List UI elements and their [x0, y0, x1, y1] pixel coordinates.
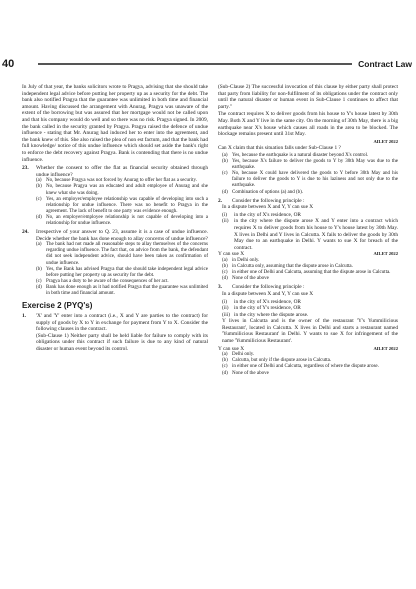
- exercise-question-2: [218, 198, 398, 205]
- option-label: (d): [222, 276, 228, 282]
- option-text: Bank has done enough as it had notified Pragya that the guarantee was unlimited in both time and financial amount.: [46, 284, 208, 296]
- option-label: (c): [222, 364, 228, 370]
- option: [36, 285, 208, 297]
- page-number: 40: [0, 56, 38, 72]
- question-number: 3.: [218, 284, 223, 291]
- statement: [218, 212, 398, 219]
- option-label: (c): [222, 171, 228, 177]
- option-text: Calcutta, but only if the dispute arose in Calcutta.: [232, 358, 332, 364]
- exercise-heading: Exercise 2 (PYQ's): [22, 301, 93, 311]
- question-24: [22, 229, 208, 242]
- option-text: Yes, because X's failure to deliver the goods to Y by 30th May was due to the earthquake.: [232, 159, 398, 171]
- option-text: Combination of options (a) and (b).: [232, 189, 304, 195]
- statement: [218, 305, 398, 312]
- option-label: (a): [222, 257, 228, 263]
- statement: [218, 218, 398, 251]
- left-column: [22, 84, 208, 354]
- question-3-options: [218, 352, 398, 376]
- option: [222, 190, 398, 196]
- sub-clause-2: (Sub-Clause 2) The successful invocation of this clause by either party shall protect that party from liability for non-fulfilment of its obligations under the contract only until the natural disaster or human event in Sub-Clause 1 continues to affect that party.": [218, 84, 398, 110]
- option: [222, 371, 398, 377]
- option-text: in Delhi only.: [232, 257, 260, 263]
- exercise-question-3: [218, 284, 398, 291]
- option-label: (d): [36, 214, 42, 220]
- option: [222, 276, 398, 282]
- statement-label: (i): [222, 298, 228, 305]
- option-text: No, an employer/employee relationship is not capable of developing into a relationship for undue influence.: [46, 214, 208, 226]
- option-label: (a): [222, 352, 228, 358]
- statement-text: in the city of Y's residence, OR: [234, 305, 301, 312]
- option-label: (d): [222, 370, 228, 376]
- statement-text: in the city where the dispute arose X and Y enter into a contract which requires X to deliver goods from his house to Y's house latest by 30th May. X lives in Delhi and Y lives in Calcutta. X fails to deliver the goods by 30th May due to an earthquake in Delhi. Y wants to sue X for breach of the contract.: [234, 218, 398, 251]
- question-2-options: [218, 258, 398, 282]
- option-text: Delhi only.: [232, 352, 255, 358]
- option-label: (a): [36, 178, 42, 184]
- question-23-options: [22, 178, 208, 227]
- question-text: Consider the following principle :: [232, 197, 305, 204]
- page-header: [0, 56, 416, 72]
- option-label: (c): [222, 270, 228, 276]
- option-text: in Calcutta only, assuming that the dispute arose in Calcutta.: [232, 264, 353, 270]
- option-text: No, because Pragya was an educated and adult employee of Anurag and she knew what she was doing.: [46, 184, 208, 196]
- question-prompt: Can X claim that this situation falls under Sub-Clause 1 ?: [218, 145, 341, 152]
- principle-text: In a dispute between X and Y, Y can sue X: [222, 204, 314, 211]
- running-title: Contract Law: [352, 56, 416, 72]
- option-text: None of the above: [232, 370, 269, 376]
- principle-text: In a dispute between X and Y, Y can sue X: [222, 290, 314, 297]
- statement-label: (i): [222, 211, 228, 218]
- statement-text: in the city of X's residence, OR: [234, 298, 302, 305]
- option: [36, 197, 208, 215]
- question-1-options: [218, 153, 398, 196]
- question-number: 2.: [218, 197, 223, 204]
- passage-text: In July of that year, the banks solicitors wrote to Pragya, advising that she should take independent legal advice before putting her property up as a security for the debt. The bank also notified Pragya that the guarantee was unlimited in both time and financial amount. Having discussed the arrangement with Anurag, Pragya was unaware of the extent of the borrowing but was assured that her mortgage would not be called upon and that his company would do well and so there was no risk. Pragya signed. In 2009, the bank called in the security granted by Pragya. Pragya raised the defence of undue influence - stating that Mr. Anurag had induced her to enter into the agreement, and the bank knew of this. She also raised the plea of non est factum, and that the bank had full knowledge/ notice of this undue influence which should set aside the bank's right to enforce the debt recovery against Pragya. Bank is contending that there is no undue influence.: [22, 84, 208, 163]
- statement-label: (iii): [222, 311, 231, 318]
- sub-clause-1: (Sub-Clause 1) Neither party shall be held liable for failure to comply with its obligations under this contract if such failure is due to any kind of natural disaster or human event beyond its control.: [36, 332, 208, 353]
- option-label: (b): [36, 184, 42, 190]
- contract-requirement: The contract requires X to deliver goods from his house to Y's house latest by 30th May. Both X and Y live in the same city. On the morning of 30th May, there is a big earthquake near X's house which causes all roads in the area to be blocked. The blockage remains present until 31st May.: [218, 111, 398, 138]
- option-text: No, because X could have delivered the goods to Y before 30th May and his failure to deliver the goods to Y is due to his laziness and not only due to the earthquake.: [232, 171, 398, 189]
- right-column: [218, 84, 398, 377]
- option-label: (a): [222, 152, 228, 158]
- option-label: (b): [222, 264, 228, 270]
- option-label: (d): [36, 284, 42, 290]
- option-label: (c): [36, 196, 42, 202]
- option: [36, 267, 208, 279]
- question-text: Whether the consent to offer the flat as financial security obtained through undue influence?: [36, 165, 208, 178]
- option: [36, 184, 208, 196]
- sue-line: Y can sue X: [218, 345, 245, 352]
- question-number: 23.: [22, 165, 29, 172]
- question-number: 1.: [22, 313, 27, 320]
- option-label: (a): [36, 242, 42, 248]
- sue-line: Y can sue X: [218, 251, 245, 258]
- option-text: Yes, an employer/employee relationship was capable of developing into such a relationship for undue influence. There was no benefit to Pragya in the agreement. The lack of benefit to one party was evidence enough.: [46, 196, 208, 214]
- sue-line-row: [218, 346, 398, 353]
- option: [222, 171, 398, 189]
- option-text: Yes, the Bank has advised Pragya that she should take independent legal advice before putting her property up as security for the debt.: [46, 266, 208, 278]
- option: [36, 215, 208, 227]
- question-number: 24.: [22, 229, 29, 236]
- option: [222, 159, 398, 171]
- statement-text: in the city where the dispute arose.: [234, 311, 309, 318]
- exam-tag: AILET 2022: [373, 251, 398, 257]
- option-text: Pragya has a duty to be aware of the consequences of her act.: [46, 278, 169, 284]
- option-text: The bank had not made all reasonable steps to allay themselves of the concerns regarding undue influence. The fact that, on advice from the bank, the defendant did not seek independent advice, should have been taken as confirmation of undue influence.: [46, 242, 208, 266]
- exercise-question-1: [22, 313, 208, 333]
- question-text: Irrespective of your answer to Q. 23, assume it is a case of undue influence. Decide whether the bank has done enough to allay concerns of undue influence?: [36, 229, 208, 242]
- exam-tag: AILET 2022: [373, 345, 398, 351]
- question-text: 'X' and 'Y' enter into a contract (i.e., X and Y are parties to the contract) for supply of goods by X to Y in exchange for payment from Y to X. Consider the following clauses in the contract.: [36, 313, 208, 333]
- exam-tag: AILET 2022: [373, 138, 398, 144]
- option-text: in either one of Delhi and Calcutta, regardless of where the dispute arose.: [232, 364, 379, 370]
- option-text: Yes, because the earthquake is a natural disaster beyond X's control.: [232, 152, 369, 158]
- statement-label: (ii): [222, 305, 229, 312]
- sue-line-row: [218, 251, 398, 258]
- option-text: None of the above: [232, 276, 269, 282]
- option-label: (c): [36, 278, 42, 284]
- option-label: (b): [36, 266, 42, 272]
- question-23: [22, 165, 208, 178]
- question-text: Consider the following principle :: [232, 284, 305, 291]
- scenario-text: Y lives in Calcutta and is the owner of the restaurant 'Y's Yummilicious Restaurant', located in Calcutta. X lives in Delhi and starts a restaurant named 'Yummilicious Restaurant' in Delhi. Y wants to sue X for infringement of the name 'Yummilicious Restaurant'.: [222, 318, 398, 345]
- option: [36, 242, 208, 266]
- option-label: (d): [222, 189, 228, 195]
- statement-label: (ii): [222, 218, 229, 225]
- statement-text: in the city of X's residence, OR: [234, 211, 302, 218]
- option-text: No, because Pragya was not forced by Anurag to offer her flat as a security.: [46, 178, 197, 184]
- option-label: (b): [222, 159, 228, 165]
- option-label: (b): [222, 358, 228, 364]
- option-text: in either one of Delhi and Calcutta, assuming that the dispute arose in Calcutta.: [232, 270, 391, 276]
- question-24-options: [22, 242, 208, 297]
